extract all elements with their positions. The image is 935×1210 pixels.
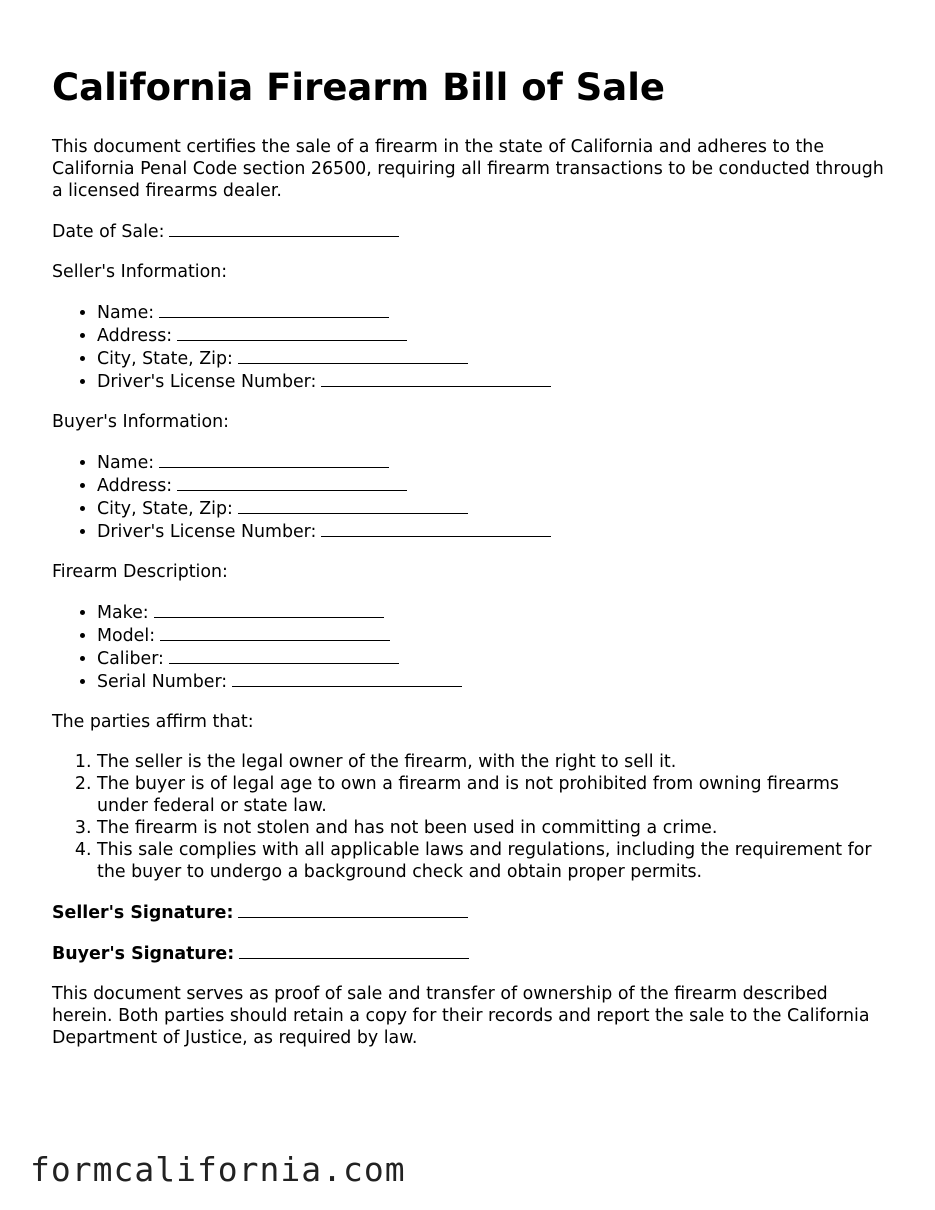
firearm-serial-field <box>97 670 892 693</box>
field-label: City, State, Zip: <box>97 499 233 519</box>
buyer-fields <box>52 451 892 543</box>
buyer-heading: Buyer's Information: <box>52 412 229 432</box>
date-of-sale-line <box>52 220 892 243</box>
document-title: California Firearm Bill of Sale <box>52 66 665 109</box>
buyer-license-field <box>97 520 892 543</box>
field-label: Make: <box>97 603 149 623</box>
field-label: Driver's License Number: <box>97 522 317 542</box>
buyer-signature-blank[interactable] <box>239 942 469 959</box>
seller-city-blank[interactable] <box>238 347 468 364</box>
intro-paragraph: This document certifies the sale of a firearm in the state of California and adheres to the California Penal Code section 26500, requiring all firearm transactions to be conducted through a licensed firearms dealer. <box>52 137 884 201</box>
affirm-item: 4. This sale complies with all applicable laws and regulations, including the requirement for the buyer to undergo a background check and obtain proper permits. <box>97 839 892 883</box>
seller-name-field <box>97 301 892 324</box>
buyer-address-field <box>97 474 892 497</box>
buyer-city-field <box>97 497 892 520</box>
field-label: Model: <box>97 626 156 646</box>
seller-signature-line <box>52 901 892 924</box>
buyer-license-blank[interactable] <box>321 520 551 537</box>
buyer-name-blank[interactable] <box>159 451 389 468</box>
buyer-signature-line <box>52 942 892 965</box>
footer-watermark: formcalifornia.com <box>30 1150 406 1189</box>
affirm-item: 1. The seller is the legal owner of the firearm, with the right to sell it. <box>97 751 892 773</box>
seller-city-field <box>97 347 892 370</box>
firearm-caliber-blank[interactable] <box>169 647 399 664</box>
seller-fields <box>52 301 892 393</box>
date-of-sale-label: Date of Sale: <box>52 222 165 242</box>
field-label: Address: <box>97 326 173 346</box>
field-label: Serial Number: <box>97 672 228 692</box>
date-of-sale-blank[interactable] <box>169 220 399 237</box>
buyer-city-blank[interactable] <box>238 497 468 514</box>
affirm-heading: The parties affirm that: <box>52 712 254 732</box>
field-label: Caliber: <box>97 649 164 669</box>
firearm-serial-blank[interactable] <box>232 670 462 687</box>
seller-signature-blank[interactable] <box>238 901 468 918</box>
buyer-address-blank[interactable] <box>177 474 407 491</box>
seller-license-blank[interactable] <box>321 370 551 387</box>
field-label: Driver's License Number: <box>97 372 317 392</box>
seller-license-field <box>97 370 892 393</box>
field-label: Address: <box>97 476 173 496</box>
field-label: Name: <box>97 453 155 473</box>
firearm-fields <box>52 601 892 693</box>
firearm-make-blank[interactable] <box>154 601 384 618</box>
firearm-model-blank[interactable] <box>160 624 390 641</box>
seller-heading: Seller's Information: <box>52 262 228 282</box>
seller-address-blank[interactable] <box>177 324 407 341</box>
buyer-name-field <box>97 451 892 474</box>
field-label: Name: <box>97 303 155 323</box>
document-page <box>52 64 892 1067</box>
firearm-heading: Firearm Description: <box>52 562 228 582</box>
seller-address-field <box>97 324 892 347</box>
firearm-model-field <box>97 624 892 647</box>
seller-signature-label: Seller's Signature: <box>52 903 234 923</box>
field-label: City, State, Zip: <box>97 349 233 369</box>
firearm-caliber-field <box>97 647 892 670</box>
closing-paragraph: This document serves as proof of sale and transfer of ownership of the firearm described herein. Both parties should retain a copy for their records and report the sale to the California Department of Justice, as required by law. <box>52 984 870 1048</box>
affirm-list <box>52 751 892 883</box>
affirm-item: 2. The buyer is of legal age to own a firearm and is not prohibited from owning firearms under federal or state law. <box>97 773 892 817</box>
buyer-signature-label: Buyer's Signature: <box>52 944 235 964</box>
seller-name-blank[interactable] <box>159 301 389 318</box>
affirm-item: 3. The firearm is not stolen and has not been used in committing a crime. <box>97 817 892 839</box>
firearm-make-field <box>97 601 892 624</box>
